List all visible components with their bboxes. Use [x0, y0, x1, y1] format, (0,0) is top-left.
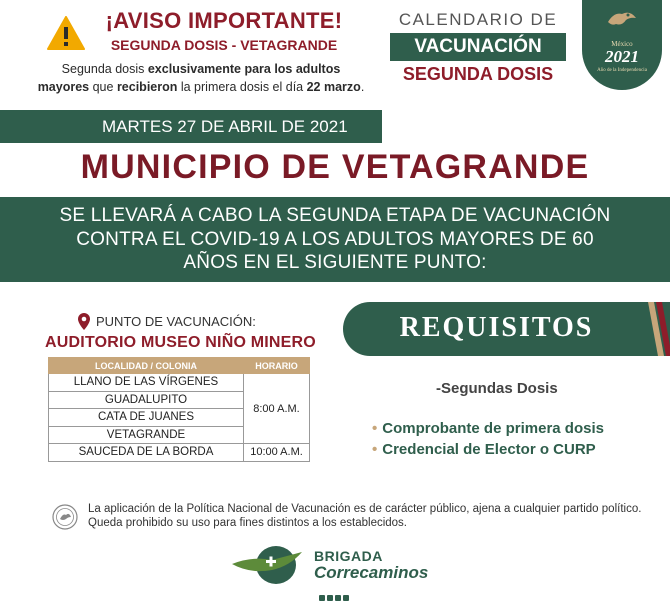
instagram-icon: [335, 595, 341, 601]
announcement-band: [0, 197, 670, 282]
calendario-line3: SEGUNDA DOSIS: [402, 64, 554, 84]
correcaminos-label: Correcaminos: [314, 563, 429, 582]
twitter-icon: [327, 595, 333, 601]
column-header-horario: HORARIO: [244, 358, 310, 374]
facebook-icon: [319, 595, 325, 601]
national-seal-icon: [52, 504, 78, 530]
aviso-text: Segunda dosis exclusivamente para los adultos mayores que recibieron la primera dosis el día 22 marzo.: [37, 62, 365, 94]
logo-caption: Año de la Independencia: [597, 68, 647, 73]
disclaimer-text: La aplicación de la Política Nacional de Vacunación es de carácter público, ajena a cualquier partido político. Queda prohibido su uso para fines distintos a los establecidos.: [88, 503, 642, 529]
table-cell-localidad: VETAGRANDE: [49, 426, 244, 444]
table-cell-horario: 8:00 A.M.: [244, 374, 310, 444]
table-cell-localidad: SAUCEDA DE LA BORDA: [49, 444, 244, 462]
table-cell-horario: 10:00 A.M.: [244, 444, 310, 462]
aviso-subtitle: SEGUNDA DOSIS - VETAGRANDE: [110, 37, 338, 53]
youtube-icon: [343, 595, 349, 601]
requisitos-subtitle: -Segundas Dosis: [436, 380, 558, 397]
announcement-text: [0, 204, 670, 275]
eagle-icon: [606, 8, 638, 30]
table-cell-localidad: GUADALUPITO: [49, 391, 244, 409]
social-icons: [319, 595, 349, 601]
requisitos-list: [372, 418, 604, 460]
aviso-title: ¡AVISO IMPORTANTE!: [105, 8, 343, 33]
schedule-table: [48, 357, 310, 462]
logo-year: 2021: [605, 47, 639, 66]
table-row: [49, 444, 310, 462]
brigada-logo-icon: [232, 544, 310, 586]
table-row: [49, 374, 310, 392]
warning-icon: [47, 16, 85, 50]
header: [0, 0, 670, 108]
punto-label: PUNTO DE VACUNACIÓN:: [96, 314, 256, 329]
calendario-line1: CALENDARIO DE: [398, 10, 558, 29]
logo-country: México: [611, 40, 633, 48]
announcement-line3: AÑOS EN EL SIGUIENTE PUNTO:: [183, 252, 487, 273]
list-item: • Comprobante de primera dosis: [372, 418, 604, 439]
mexico-2021-logo: [582, 0, 662, 90]
location-pin-icon: [78, 313, 90, 330]
date-bar: MARTES 27 DE ABRIL DE 2021: [0, 110, 382, 143]
list-item: • Credencial de Elector o CURP: [372, 439, 604, 460]
calendario-line2: VACUNACIÓN: [390, 33, 566, 61]
table-cell-localidad: LLANO DE LAS VÍRGENES: [49, 374, 244, 392]
column-header-localidad: LOCALIDAD / COLONIA: [49, 358, 244, 374]
requisitos-banner: [343, 302, 670, 356]
requisitos-title: REQUISITOS: [399, 312, 594, 343]
municipio-title: MUNICIPIO DE VETAGRANDE: [80, 148, 590, 186]
brigada-label: BRIGADA: [314, 548, 383, 564]
announcement-line2: CONTRA EL COVID-19 A LOS ADULTOS MAYORES DE 60: [76, 228, 594, 250]
punto-lugar: AUDITORIO MUSEO NIÑO MINERO: [45, 334, 316, 351]
table-header-row: [49, 358, 310, 374]
announcement-line1: SE LLEVARÁ A CABO LA SEGUNDA ETAPA DE VACUNACIÓN: [59, 205, 611, 226]
table-cell-localidad: CATA DE JUANES: [49, 409, 244, 427]
